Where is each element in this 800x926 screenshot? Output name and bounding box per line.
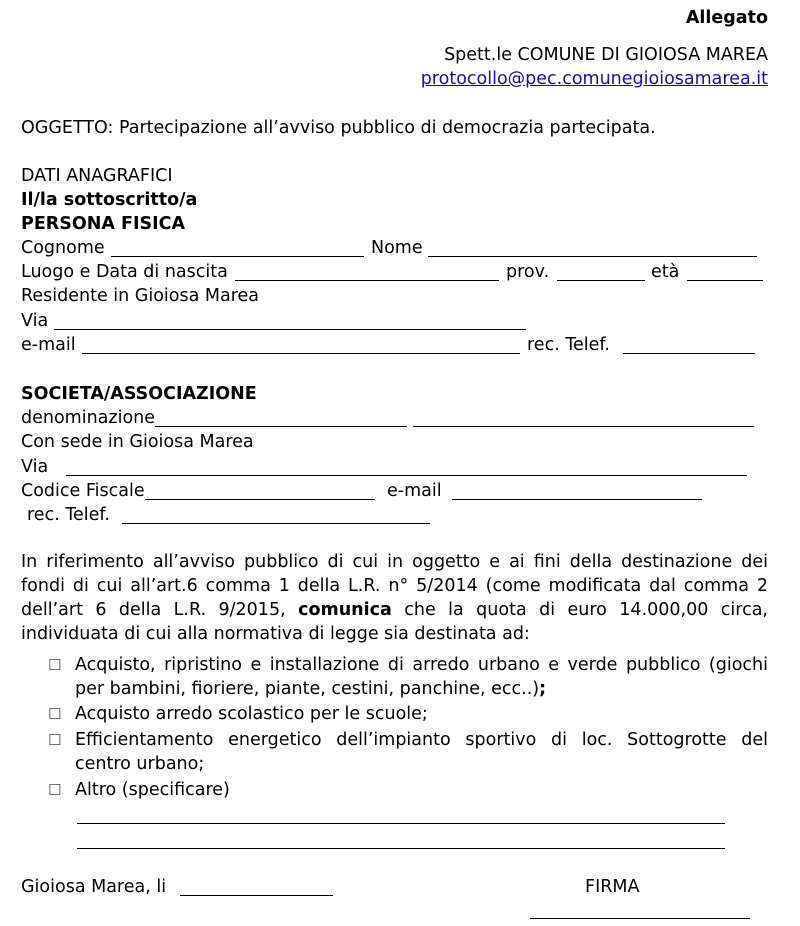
prov-field[interactable] — [557, 280, 645, 281]
company-street-label: Via — [21, 457, 49, 477]
checkbox-option-2[interactable]: ☐ — [48, 705, 62, 723]
body-line-2: fondi di cui all’art.6 comma 1 della L.R. n° 5/2014 (come modificata dal comma 2 — [21, 576, 768, 596]
signature-field[interactable] — [530, 918, 750, 919]
option-2: Acquisto arredo scolastico per le scuole; — [75, 704, 428, 724]
company-phone-field[interactable] — [122, 523, 430, 524]
surname-label: Cognome — [21, 238, 105, 258]
company-street-field[interactable] — [66, 475, 747, 476]
option-1-line-1: Acquisto, ripristino e installazione di arredo urbano e verde pubblico (giochi — [75, 655, 768, 675]
surname-field[interactable] — [111, 256, 364, 257]
body-line-3 — [21, 598, 768, 622]
place-date-label: Gioiosa Marea, li — [21, 877, 167, 897]
birth-field[interactable] — [235, 280, 499, 281]
checkbox-option-1[interactable]: ☐ — [48, 656, 62, 674]
body-line-4: individuata di cui alla normativa di legge sia destinata ad: — [21, 624, 530, 644]
phone-label: rec. Telef. — [527, 335, 610, 355]
person-heading: PERSONA FISICA — [21, 214, 185, 234]
undersigned-heading: Il/la sottoscritto/a — [21, 190, 198, 210]
tax-code-label: Codice Fiscale — [21, 481, 145, 501]
section-title-personal: DATI ANAGRAFICI — [21, 166, 173, 186]
birth-label: Luogo e Data di nascita — [21, 262, 228, 282]
street-label: Via — [21, 311, 49, 331]
checkbox-option-4[interactable]: ☐ — [48, 781, 62, 799]
denomination-field-2[interactable] — [413, 426, 754, 427]
option-3-line-1: Efficientamento energetico dell’impianto sportivo di loc. Sottogrotte del — [75, 730, 768, 750]
prov-label: prov. — [506, 262, 550, 282]
option-1 — [75, 653, 768, 701]
option-3 — [75, 728, 768, 776]
recipient: Spett.le COMUNE DI GIOIOSA MAREA — [444, 45, 768, 65]
resident-label: Residente in Gioiosa Marea — [21, 286, 260, 306]
option-3-line-2: centro urbano; — [75, 754, 205, 774]
seat-label: Con sede in Gioiosa Marea — [21, 432, 254, 452]
signature-label: FIRMA — [585, 877, 640, 897]
option-4: Altro (specificare) — [75, 780, 230, 800]
name-field[interactable] — [428, 256, 757, 257]
body-paragraph — [21, 550, 768, 646]
subject-line: OGGETTO: Partecipazione all’avviso pubblico di democrazia partecipata. — [21, 118, 656, 138]
option-1-line-2-text: per bambini, fioriere, piante, cestini, panchine, ecc..) — [75, 679, 540, 699]
name-label: Nome — [371, 238, 423, 258]
phone-field[interactable] — [623, 353, 755, 354]
company-phone-label: rec. Telef. — [27, 505, 110, 525]
body-line-1: In riferimento all’avviso pubblico di cui in oggetto e ai fini della destinazione dei — [21, 552, 768, 572]
company-heading: SOCIETA/ASSOCIAZIONE — [21, 384, 257, 404]
date-field[interactable] — [180, 895, 333, 896]
body-line-3-bold: comunica — [298, 600, 392, 620]
body-line-3-a: dell’art 6 della L.R. 9/2015, — [21, 600, 286, 620]
email-field[interactable] — [82, 353, 520, 354]
other-specify-field-1[interactable] — [77, 823, 725, 824]
checkbox-option-3[interactable]: ☐ — [48, 731, 62, 749]
recipient-email-link[interactable] — [421, 68, 768, 90]
option-1-line-2 — [75, 677, 768, 701]
body-line-3-b: che la quota di euro 14.000,00 circa, — [404, 600, 768, 620]
company-email-label: e-mail — [387, 481, 442, 501]
tax-code-field[interactable] — [145, 499, 375, 500]
denomination-field-1[interactable] — [155, 426, 407, 427]
other-specify-field-2[interactable] — [77, 848, 725, 849]
company-email-field[interactable] — [452, 499, 702, 500]
age-label: età — [651, 262, 680, 282]
street-field[interactable] — [54, 329, 526, 330]
option-1-line-2-bold: ; — [539, 679, 547, 699]
age-field[interactable] — [687, 280, 763, 281]
email-link-text[interactable]: protocollo@pec.comunegioiosamarea.it — [420, 69, 768, 89]
email-label: e-mail — [21, 335, 76, 355]
attachment-label: Allegato — [685, 8, 768, 28]
denomination-label: denominazione — [21, 408, 156, 428]
